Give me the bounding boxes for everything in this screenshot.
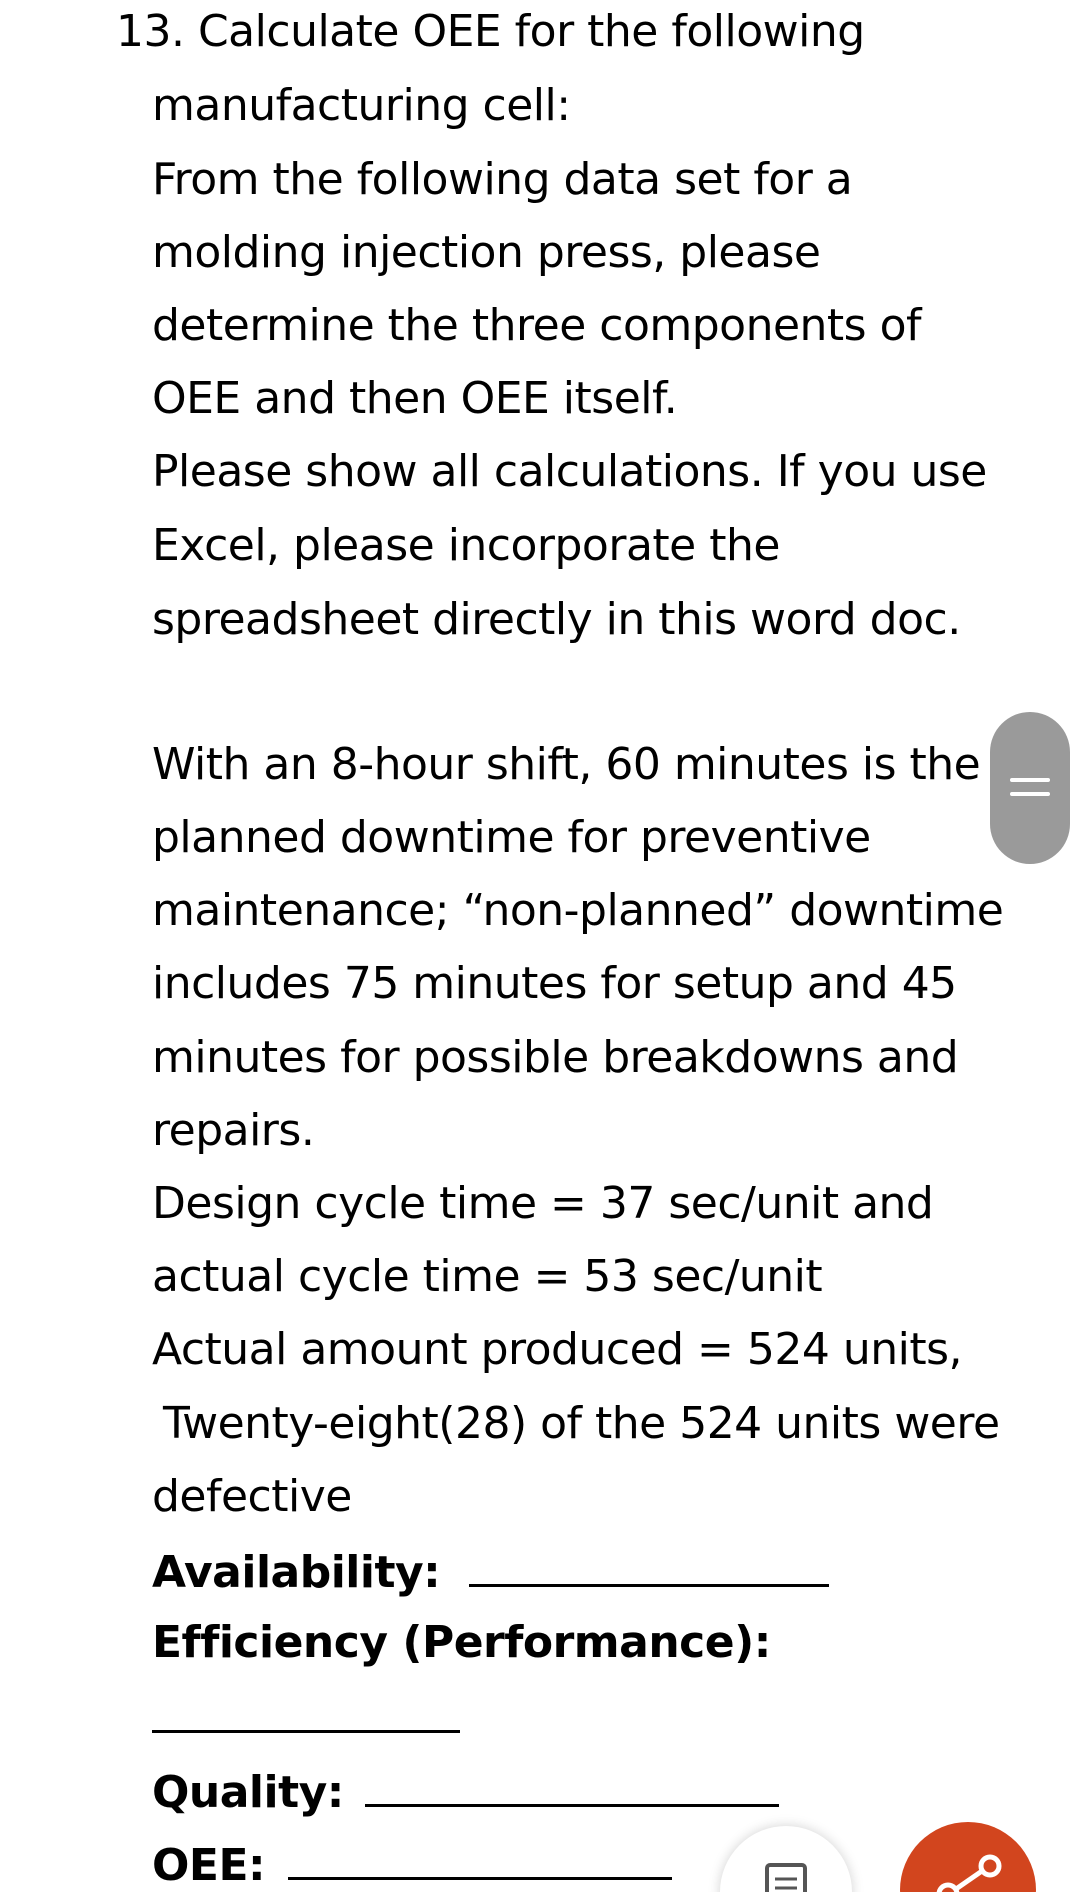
data-line: includes 75 minutes for setup and 45 <box>152 958 957 1009</box>
data-line: planned downtime for preventive <box>152 812 871 863</box>
question-line: Excel, please incorporate the <box>152 520 780 571</box>
oee-label: OEE: <box>152 1840 266 1891</box>
efficiency-label: Efficiency (Performance): <box>152 1617 771 1668</box>
question-line: From the following data set for a <box>152 154 853 205</box>
efficiency-row <box>152 1686 460 1749</box>
data-line: repairs. <box>152 1105 315 1156</box>
data-line: Twenty-eight(28) of the 524 units were <box>163 1398 1000 1449</box>
oee-row <box>152 1833 672 1892</box>
oee-blank <box>288 1833 672 1880</box>
question-line: spreadsheet directly in this word doc. <box>152 594 961 645</box>
data-line: defective <box>152 1471 352 1522</box>
scrollbar-handle[interactable] <box>990 712 1070 864</box>
question-line: Please show all calculations. If you use <box>152 446 987 497</box>
efficiency-blank <box>152 1686 460 1733</box>
data-line: minutes for possible breakdowns and <box>152 1032 959 1083</box>
data-line: actual cycle time = 53 sec/unit <box>152 1251 823 1302</box>
question-line: molding injection press, please <box>152 227 821 278</box>
data-line: Design cycle time = 37 sec/unit and <box>152 1178 934 1229</box>
scroll-grip-line <box>1010 792 1050 796</box>
question-line: manufacturing cell: <box>152 80 571 131</box>
data-line: Actual amount produced = 524 units, <box>152 1324 963 1375</box>
quality-blank <box>365 1760 779 1807</box>
data-line: maintenance; “non-planned” downtime <box>152 885 1004 936</box>
scroll-grip-line <box>1010 778 1050 782</box>
quality-row <box>152 1760 779 1823</box>
availability-blank <box>469 1540 829 1587</box>
quality-label: Quality: <box>152 1767 344 1818</box>
question-line: determine the three components of <box>152 300 921 351</box>
question-line: OEE and then OEE itself. <box>152 373 678 424</box>
question-line: 13. Calculate OEE for the following <box>116 6 865 57</box>
availability-label: Availability: <box>152 1547 441 1598</box>
availability-row <box>152 1540 829 1603</box>
data-line: With an 8-hour shift, 60 minutes is the <box>152 739 981 790</box>
